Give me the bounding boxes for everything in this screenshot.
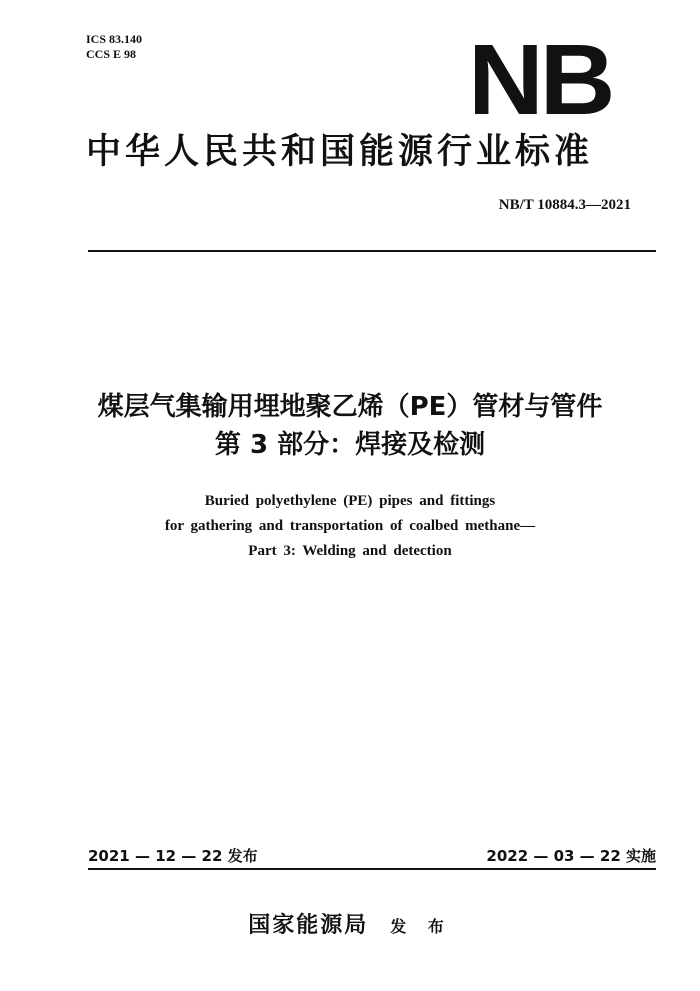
ccs-code: CCS E 98 [86,47,137,61]
header-title: 中华人民共和国能源行业标准 [86,132,594,172]
ics-code: ICS 83.140 [86,32,143,46]
title-cn-line2: 第 3 部分：焊接及检测 [214,430,486,460]
standard-number: NB/T 10884.3—2021 [498,197,631,213]
title-cn-line1: 煤层气集输用埋地聚乙烯（PE）管材与管件 [97,392,603,422]
title-en-line1: Buried polyethylene (PE) pipes and fittings [204,493,496,509]
implementation-date: 2022 — 03 — 22 实施 [486,847,656,865]
issue-date: 2021 — 12 — 22 发布 [88,847,258,865]
classification-codes [86,32,142,62]
publish-label: 发 布 [390,917,452,936]
issuer-block [0,908,700,939]
bottom-divider [88,868,656,870]
top-divider [88,250,656,252]
title-en-line3: Part 3: Welding and detection [248,543,452,559]
nb-logo: NB [468,24,612,136]
title-en-line2: for gathering and transportation of coalbed methane— [164,518,536,534]
issuing-organization: 国家能源局 [248,913,369,938]
